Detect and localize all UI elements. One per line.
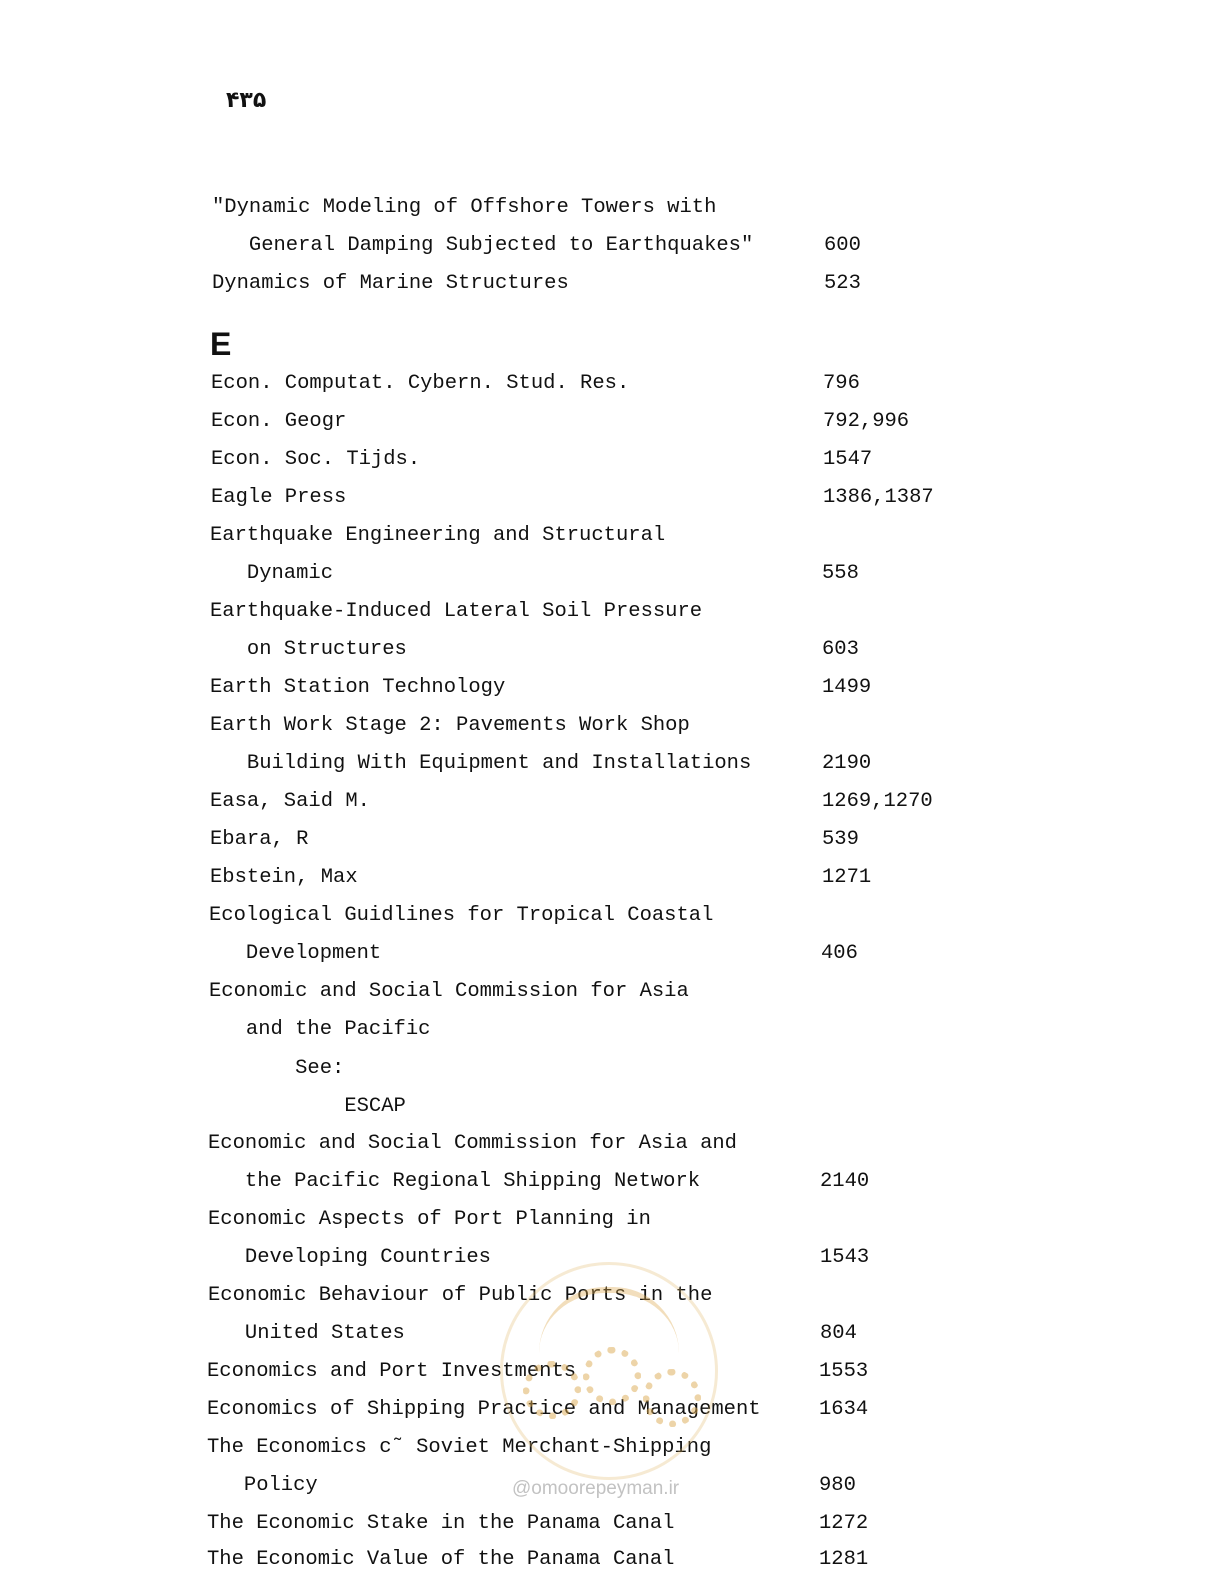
index-entry-term: Earthquake-Induced Lateral Soil Pressure — [210, 600, 703, 623]
section-letter: E — [210, 326, 232, 362]
index-entry-page-ref: 1499 — [822, 676, 872, 699]
index-entry-term: Ebara, R — [210, 828, 309, 851]
index-entry-page-ref: 1269,1270 — [822, 790, 933, 813]
index-entry-term: Earthquake Engineering and Structural — [210, 524, 666, 547]
index-entry-term: Dynamics of Marine Structures — [212, 272, 569, 295]
index-entry-page-ref: 1271 — [822, 866, 872, 889]
index-entry-term: and the Pacific — [209, 1018, 431, 1041]
index-entry-term: Eagle Press — [211, 486, 347, 509]
index-entry-page-ref: 406 — [821, 942, 858, 965]
index-entry-term: The Economics c˜ Soviet Merchant-Shipping — [207, 1436, 712, 1459]
index-entry-term: Ecological Guidlines for Tropical Coastal — [209, 904, 714, 927]
index-entry-page-ref: 1281 — [819, 1548, 869, 1571]
index-entry-page-ref: 792,996 — [823, 410, 910, 433]
index-entry-term: ESCAP — [209, 1095, 406, 1118]
index-entry-term: Economic and Social Commission for Asia and — [208, 1132, 737, 1155]
index-entry-term: The Economic Value of the Panama Canal — [207, 1548, 675, 1571]
index-entry-term: The Economic Stake in the Panama Canal — [207, 1512, 675, 1535]
page-number: ۴۳۵ — [226, 88, 267, 113]
index-entry-term: Economics of Shipping Practice and Management — [207, 1398, 761, 1421]
index-entry-page-ref: 2190 — [822, 752, 872, 775]
index-entry-term: Dynamic — [210, 562, 334, 585]
index-entry-term: General Damping Subjected to Earthquakes" — [212, 234, 754, 257]
index-entry-term: Building With Equipment and Installations — [210, 752, 752, 775]
index-entry-term: "Dynamic Modeling of Offshore Towers with — [212, 196, 717, 219]
index-entry-page-ref: 980 — [819, 1474, 856, 1497]
index-entry-term: Developing Countries — [208, 1246, 491, 1269]
index-entry-page-ref: 1634 — [819, 1398, 869, 1421]
index-entry-term: Earth Work Stage 2: Pavements Work Shop — [210, 714, 690, 737]
index-entry-term: Easa, Said M. — [210, 790, 370, 813]
index-entry-page-ref: 804 — [820, 1322, 857, 1345]
index-entry-term: Economics and Port Investments — [207, 1360, 577, 1383]
index-entry-page-ref: 1553 — [819, 1360, 869, 1383]
index-entry-term: Ebstein, Max — [210, 866, 358, 889]
index-entry-term: Economic and Social Commission for Asia — [209, 980, 689, 1003]
index-entry-page-ref: 539 — [822, 828, 859, 851]
index-entry-page-ref: 1386,1387 — [823, 486, 934, 509]
index-entry-term: on Structures — [210, 638, 407, 661]
index-entry-term: United States — [208, 1322, 405, 1345]
index-entry-term: Economic Aspects of Port Planning in — [208, 1208, 651, 1231]
index-entry-term: the Pacific Regional Shipping Network — [208, 1170, 701, 1193]
index-entry-page-ref: 600 — [824, 234, 861, 257]
index-entry-term: Econ. Geogr — [211, 410, 347, 433]
index-entry-term: Econ. Computat. Cybern. Stud. Res. — [211, 372, 630, 395]
index-entry-page-ref: 523 — [824, 272, 861, 295]
index-entry-page-ref: 1547 — [823, 448, 873, 471]
index-entry-term: Economic Behaviour of Public Ports in the — [208, 1284, 713, 1307]
index-entry-term: See: — [209, 1057, 345, 1080]
index-entry-page-ref: 1272 — [819, 1512, 869, 1535]
index-entry-page-ref: 2140 — [820, 1170, 870, 1193]
watermark-text: @omoorepeyman.ir — [512, 1478, 680, 1499]
index-entry-term: Econ. Soc. Tijds. — [211, 448, 421, 471]
index-entry-page-ref: 1543 — [820, 1246, 870, 1269]
index-entry-page-ref: 558 — [822, 562, 859, 585]
index-entry-term: Earth Station Technology — [210, 676, 506, 699]
index-entry-page-ref: 603 — [822, 638, 859, 661]
index-entry-page-ref: 796 — [823, 372, 860, 395]
index-entry-term: Policy — [207, 1474, 318, 1497]
index-entry-term: Development — [209, 942, 382, 965]
